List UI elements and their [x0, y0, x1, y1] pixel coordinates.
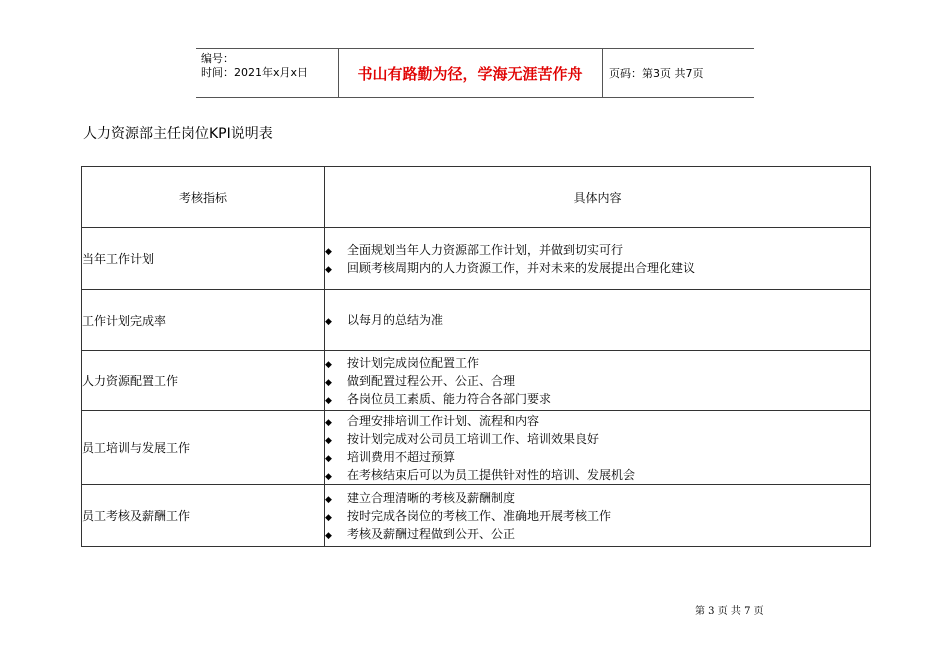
content-list — [325, 311, 870, 329]
bullet-diamond-icon: ◆ — [325, 417, 332, 428]
content-list — [325, 412, 870, 484]
content-cell — [325, 351, 871, 411]
list-item-text: 考核及薪酬过程做到公开、公正 — [347, 526, 516, 541]
content-list — [325, 354, 870, 408]
indicator-column-header: 考核指标 — [82, 167, 325, 228]
indicator-cell: 员工培训与发展工作 — [82, 411, 325, 485]
indicator-cell: 人力资源配置工作 — [82, 351, 325, 411]
indicator-cell: 工作计划完成率 — [82, 290, 325, 351]
list-item-text: 在考核结束后可以为员工提供针对性的培训、发展机会 — [347, 467, 636, 482]
list-item-text: 全面规划当年人力资源部工作计划，并做到切实可行 — [347, 242, 624, 257]
list-item — [325, 259, 870, 277]
indicator-cell: 员工考核及薪酬工作 — [82, 485, 325, 547]
header-meta — [201, 52, 308, 80]
document-title: 人力资源部主任岗位KPI说明表 — [83, 126, 273, 142]
list-item — [325, 448, 870, 466]
page-footer: 第 3 页 共 7 页 — [695, 606, 764, 617]
bullet-diamond-icon: ◆ — [325, 264, 332, 275]
table-header-row — [82, 167, 871, 228]
table-row — [82, 411, 871, 485]
header-page-info: 页码：第3页 共7页 — [609, 67, 704, 80]
kpi-table — [81, 166, 871, 547]
list-item-text: 各岗位员工素质、能力符合各部门要求 — [347, 391, 552, 406]
list-item-text: 以每月的总结为准 — [347, 313, 444, 327]
list-item — [325, 354, 870, 372]
list-item — [325, 507, 870, 525]
list-item-text: 做到配置过程公开、公正、合理 — [347, 373, 516, 388]
table-body — [82, 228, 871, 547]
content-list — [325, 241, 870, 277]
page-header — [196, 48, 754, 98]
list-item-text: 回顾考核周期内的人力资源工作，并对未来的发展提出合理化建议 — [347, 260, 696, 275]
indicator-cell: 当年工作计划 — [82, 228, 325, 290]
list-item — [325, 525, 870, 543]
list-item-text: 按计划完成对公司员工培训工作、培训效果良好 — [347, 431, 600, 446]
bullet-diamond-icon: ◆ — [325, 512, 332, 523]
bullet-diamond-icon: ◆ — [325, 494, 332, 505]
list-item — [325, 311, 870, 329]
bullet-diamond-icon: ◆ — [325, 317, 332, 327]
list-item-text: 建立合理清晰的考核及薪酬制度 — [347, 490, 516, 505]
content-column-header: 具体内容 — [325, 167, 871, 228]
table-row — [82, 290, 871, 351]
list-item — [325, 489, 870, 507]
list-item — [325, 430, 870, 448]
table-row — [82, 485, 871, 547]
list-item — [325, 466, 870, 484]
table-row — [82, 228, 871, 290]
time-label: 时间：2021年x月x日 — [201, 66, 309, 79]
bullet-diamond-icon: ◆ — [325, 530, 332, 541]
list-item-text: 合理安排培训工作计划、流程和内容 — [347, 413, 540, 428]
list-item — [325, 241, 870, 259]
bullet-diamond-icon: ◆ — [325, 435, 332, 446]
header-divider — [602, 49, 603, 97]
content-cell — [325, 228, 871, 290]
content-cell — [325, 290, 871, 351]
list-item-text: 培训费用不超过预算 — [347, 449, 456, 464]
list-item-text: 按时完成各岗位的考核工作、准确地开展考核工作 — [347, 508, 612, 523]
bullet-diamond-icon: ◆ — [325, 453, 332, 464]
bullet-diamond-icon: ◆ — [325, 395, 332, 406]
list-item-text: 按计划完成岗位配置工作 — [347, 355, 480, 370]
list-item — [325, 412, 870, 430]
content-cell — [325, 411, 871, 485]
bullet-diamond-icon: ◆ — [325, 246, 332, 257]
list-item — [325, 390, 870, 408]
list-item — [325, 372, 870, 390]
content-list — [325, 489, 870, 543]
number-label: 编号： — [201, 52, 234, 65]
table-row — [82, 351, 871, 411]
content-cell — [325, 485, 871, 547]
bullet-diamond-icon: ◆ — [325, 377, 332, 388]
header-motto: 书山有路勤为径，学海无涯苦作舟 — [357, 64, 583, 83]
bullet-diamond-icon: ◆ — [325, 471, 332, 482]
bullet-diamond-icon: ◆ — [325, 359, 332, 370]
